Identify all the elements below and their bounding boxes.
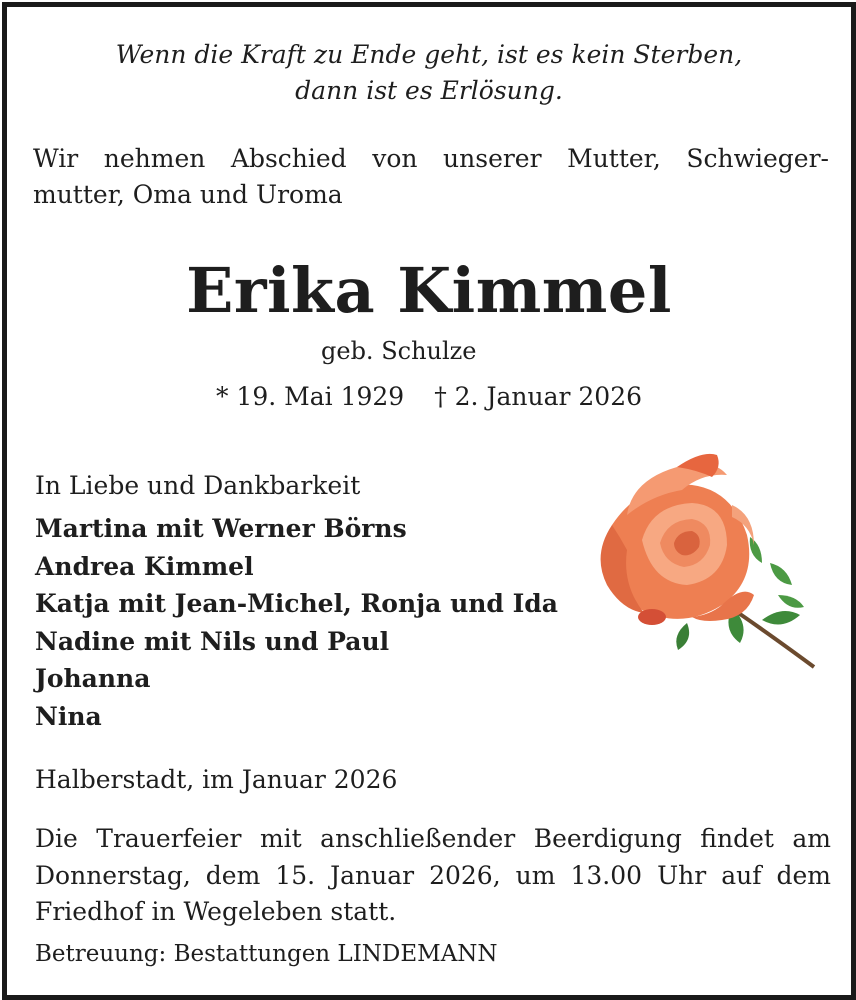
motto-line-2: dann ist es Erlösung.: [295, 76, 563, 105]
life-dates: [7, 379, 851, 415]
motto-line-1: Wenn die Kraft zu Ende geht, ist es kein Sterben,: [115, 40, 743, 69]
obituary-frame: [2, 2, 856, 1000]
place-date: Halberstadt, im Januar 2026: [35, 765, 398, 794]
funeral-home-credit: Betreuung: Bestattungen LINDEMANN: [35, 941, 498, 967]
birth-date: * 19. Mai 1929: [215, 382, 405, 411]
funeral-line-2: Donnerstag, dem 15. Januar 2026, um 13.00 Uhr auf dem: [35, 860, 831, 890]
funeral-notice: [35, 821, 831, 931]
mourner-name: Johanna: [35, 664, 151, 693]
intro-line-2: mutter, Oma und Uroma: [33, 180, 343, 209]
funeral-line-3: Friedhof in Wegeleben statt.: [35, 897, 397, 926]
mourners-heading: In Liebe und Dankbarkeit: [35, 471, 361, 500]
mourners-list: [35, 510, 558, 735]
intro-text: [33, 141, 829, 213]
intro-line-1: Wir nehmen Abschied von unserer Mutter, Schwieger-: [33, 144, 829, 173]
motto: [7, 37, 851, 109]
death-date: † 2. Januar 2026: [434, 382, 643, 411]
maiden-name: geb. Schulze: [321, 337, 477, 365]
funeral-line-1: Die Trauerfeier mit anschließender Beerdigung findet am: [35, 824, 831, 853]
mourner-name: Nadine mit Nils und Paul: [35, 626, 390, 656]
mourner-name: Andrea Kimmel: [35, 551, 254, 581]
mourner-name: Katja mit Jean-Michel, Ronja und Ida: [35, 589, 558, 618]
mourner-name: Nina: [35, 701, 102, 731]
mourner-name: Martina mit Werner Börns: [35, 514, 407, 543]
deceased-name: Erika Kimmel: [186, 254, 672, 327]
rose-image: [582, 445, 822, 670]
